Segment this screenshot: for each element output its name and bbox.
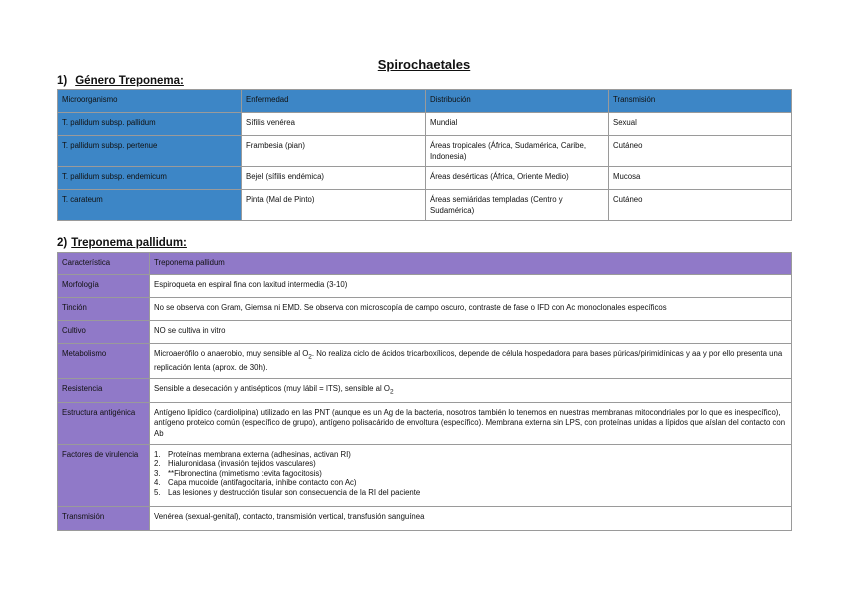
row-value (150, 378, 792, 402)
row-label: Transmisión (58, 506, 150, 530)
virulence-list (154, 450, 787, 498)
table-cell: Mucosa (609, 167, 792, 190)
section-2-heading: Treponema pallidum: (71, 237, 187, 249)
table-cell: Sífilis venérea (242, 113, 426, 136)
table-cell: Cutáneo (609, 190, 792, 221)
row-value: Antígeno lipídico (cardiolipina) utilizado en las PNT (aunque es un Ag de la bacteria, nosotros también lo tenemos en nuestras membranas mitocondriales por lo que es inespecífico), antígeno proteico común (específico de grupo), antígeno polisacárido de envoltura (específico). Membrana externa sin LPS, con proteínas unidas a lípidos que aíslan del contacto con Ab (150, 402, 792, 444)
column-header: Distribución (426, 90, 609, 113)
list-text: Hialuronidasa (invasión tejidos vasculares) (168, 459, 316, 469)
list-item (154, 478, 787, 488)
treponema-pallidum-table (57, 252, 792, 531)
section-1-heading: Género Treponema: (75, 75, 184, 87)
row-label: Cultivo (58, 321, 150, 344)
table-row (58, 167, 792, 190)
table-cell: Mundial (426, 113, 609, 136)
row-label: Metabolismo (58, 344, 150, 379)
row-value: Venérea (sexual-genital), contacto, transmisión vertical, transfusión sanguínea (150, 506, 792, 530)
list-item (154, 488, 787, 498)
section-2-title (57, 237, 187, 249)
table-row (58, 344, 792, 379)
list-number: 1. (154, 449, 161, 459)
row-value: Espiroqueta en espiral fina con laxitud intermedia (3-10) (150, 275, 792, 298)
table-row (58, 190, 792, 221)
table-cell: T. pallidum subsp. endemicum (58, 167, 242, 190)
value-subscript: 2 (308, 353, 312, 361)
table-cell: Áreas semiáridas templadas (Centro y Sudamérica) (426, 190, 609, 221)
table-row (58, 275, 792, 298)
list-item (154, 459, 787, 469)
table-cell: Pinta (Mal de Pinto) (242, 190, 426, 221)
table-cell: Áreas tropicales (África, Sudamérica, Caribe, Indonesia) (426, 136, 609, 167)
column-header: Enfermedad (242, 90, 426, 113)
table-row (58, 113, 792, 136)
table-cell: Sexual (609, 113, 792, 136)
table-header-row (58, 253, 792, 275)
row-label: Morfología (58, 275, 150, 298)
list-item (154, 450, 787, 460)
row-label: Tinción (58, 298, 150, 321)
list-number: 3. (154, 468, 161, 478)
table-row (58, 298, 792, 321)
row-value: No se observa con Gram, Giemsa ni EMD. Se observa con microscopía de campo oscuro, contraste de fase o IFD con Ac monoclonales específicos (150, 298, 792, 321)
table-cell: Frambesia (pian) (242, 136, 426, 167)
list-text: Capa mucoide (antifagocitaria, inhibe contacto con Ac) (168, 478, 357, 488)
column-header: Transmisión (609, 90, 792, 113)
table-cell: Bejel (sífilis endémica) (242, 167, 426, 190)
table-cell: T. carateum (58, 190, 242, 221)
column-header: Característica (58, 253, 150, 275)
column-header: Microorganismo (58, 90, 242, 113)
list-number: 5. (154, 487, 161, 497)
table-cell: Áreas desérticas (África, Oriente Medio) (426, 167, 609, 190)
list-number: 2. (154, 459, 161, 469)
list-text: **Fibronectina (mimetismo :evita fagocitosis) (168, 468, 322, 478)
row-value (150, 344, 792, 379)
page-title: Spirochaetales (377, 57, 471, 72)
value-text: Sensible a desecación y antisépticos (muy lábil = ITS), sensible al O (154, 383, 390, 393)
row-value: NO se cultiva in vitro (150, 321, 792, 344)
value-text: . No realiza ciclo de ácidos tricarboxílicos, depende de célula hospedadora para bases púricas/pirimidínicas y aa y por ello presenta una replicación lenta (aprox. de 30h). (154, 349, 783, 373)
table-row (58, 136, 792, 167)
table-row (58, 506, 792, 530)
table-cell: Cutáneo (609, 136, 792, 167)
column-header: Treponema pallidum (150, 253, 792, 275)
table-header-row (58, 90, 792, 113)
row-label: Factores de virulencia (58, 444, 150, 506)
list-number: 4. (154, 478, 161, 488)
row-label: Resistencia (58, 378, 150, 402)
row-value (150, 444, 792, 506)
section-1-title (57, 75, 184, 87)
section-1-number: 1) (57, 75, 68, 87)
table-row (58, 402, 792, 444)
treponema-genus-table (57, 89, 792, 221)
value-text: Microaerófilo o anaerobio, muy sensible al O (154, 349, 309, 358)
table-cell: T. pallidum subsp. pallidum (58, 113, 242, 136)
table-row (58, 321, 792, 344)
table-cell: T. pallidum subsp. pertenue (58, 136, 242, 167)
list-item (154, 469, 787, 479)
row-label: Estructura antigénica (58, 402, 150, 444)
table-row (58, 444, 792, 506)
list-text: Proteínas membrana externa (adhesinas, activan RI) (168, 449, 351, 459)
list-text: Las lesiones y destrucción tisular son consecuencia de la RI del paciente (168, 487, 421, 497)
value-subscript: 2 (389, 388, 394, 396)
section-2-number: 2) (57, 237, 68, 249)
table-row (58, 378, 792, 402)
